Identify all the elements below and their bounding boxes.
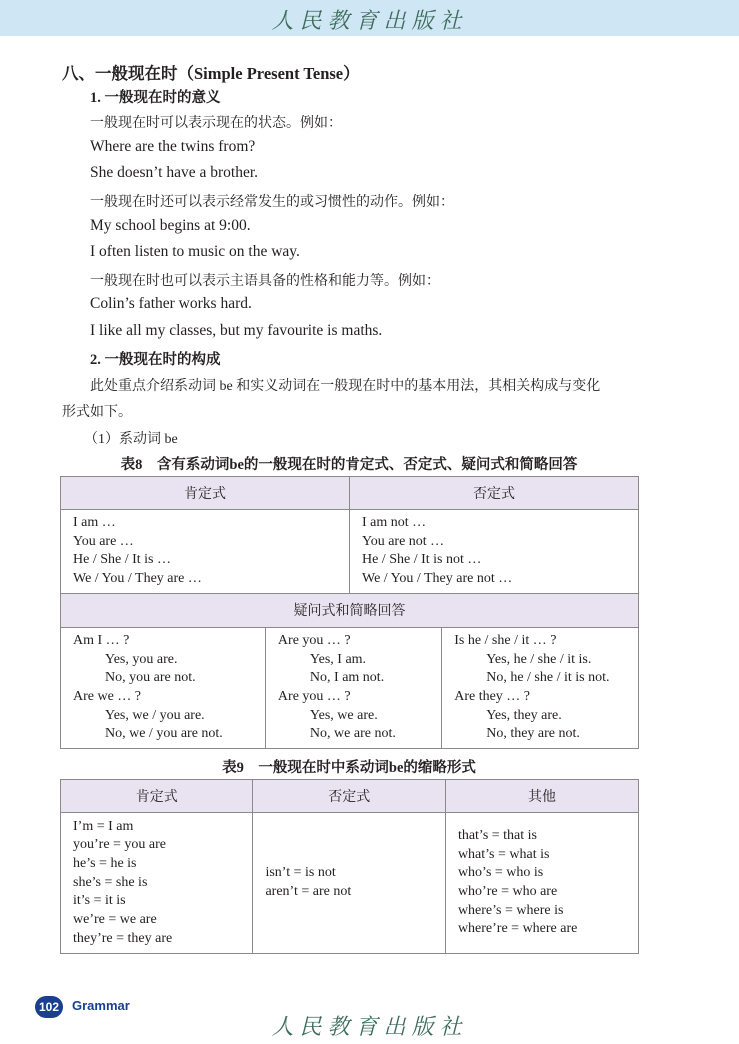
table-header: 肯定式 [61,780,253,813]
negative-cell: I am not … You are not … He / She / It is not … We / You / They are not … [349,510,638,594]
table8-caption: 表8 含有系动词be的一般现在时的肯定式、否定式、疑问式和简略回答 [120,457,578,473]
table-header: 肯定式 [61,477,350,510]
question-cell: Is he / she / it … ? Yes, he / she / it is. No, he / she / it is not. Are they … ? Yes, they are. No, they are not. [442,627,639,748]
affirmative-cell: I’m = I am you’re = you are he’s = he is she’s = she is it’s = it is we’re = we are they’re = they are [61,813,253,954]
example-line: Where are the twins from? [90,138,256,155]
table-header: 其他 [445,780,638,813]
page-heading: 八、一般现在时（Simple Present Tense） [62,64,360,83]
other-cell: that’s = that is what’s = what is who’s = who is who’re = who are where’s = where is where’re = where are [445,813,638,954]
page-number-badge: 102 [35,996,63,1018]
example-line: I often listen to music on the way. [90,243,300,260]
paragraph-line: 此处重点介绍系动词 be 和实义动词在一般现在时中的基本用法，其相关构成与变化 [90,379,601,394]
table-header: 疑问式和简略回答 [61,593,639,627]
section-title: 1. 一般现在时的意义 [90,90,221,106]
question-cell: Am I … ? Yes, you are. No, you are not. Are we … ? Yes, we / you are. No, we / you are not. [61,627,266,748]
text-line: 一般现在时可以表示现在的状态。例如： [90,116,342,131]
table9 [60,779,639,954]
example-line: Colin’s father works hard. [90,295,252,312]
section-label: Grammar [72,998,130,1013]
publisher-logo-footer: 人民教育出版社 [271,1015,468,1040]
table-header: 否定式 [253,780,445,813]
section-title: 2. 一般现在时的构成 [90,352,221,368]
table8 [60,476,639,749]
text-line: 一般现在时也可以表示主语具备的性格和能力等。例如： [90,274,440,289]
text-line: 一般现在时还可以表示经常发生的或习惯性的动作。例如： [90,195,454,210]
affirmative-cell: I am … You are … He / She / It is … We / You / They are … [61,510,350,594]
example-line: She doesn’t have a brother. [90,164,259,181]
table9-caption: 表9 一般现在时中系动词be的缩略形式 [222,760,476,776]
negative-cell: isn’t = is not aren’t = are not [253,813,445,954]
example-line: My school begins at 9:00. [90,217,251,234]
table-header: 否定式 [349,477,638,510]
subsection-title: （1）系动词 be [84,432,178,447]
question-cell: Are you … ? Yes, I am. No, I am not. Are you … ? Yes, we are. No, we are not. [265,627,441,748]
paragraph-line: 形式如下。 [62,405,132,420]
publisher-logo: 人民教育出版社 [271,9,468,34]
example-line: I like all my classes, but my favourite is maths. [90,322,383,339]
